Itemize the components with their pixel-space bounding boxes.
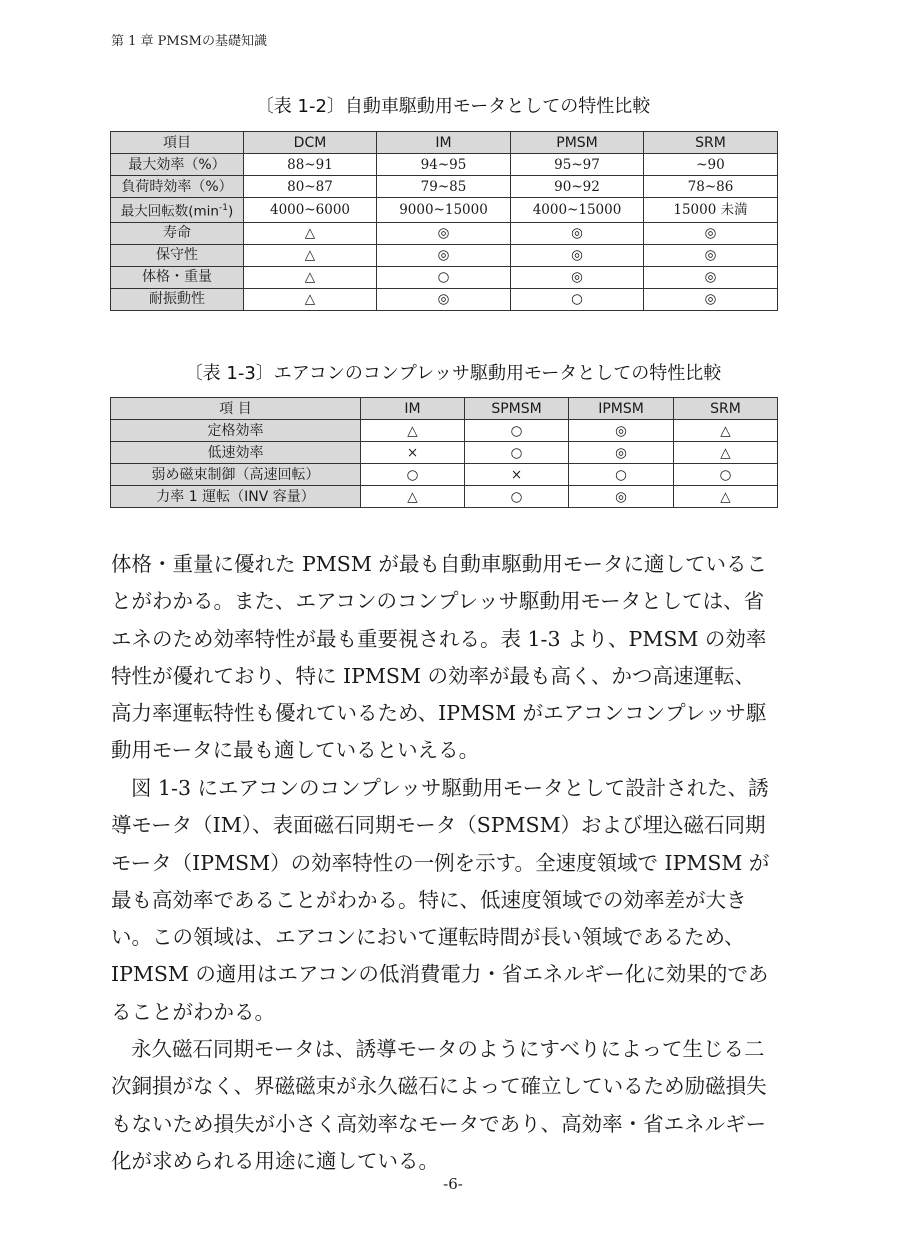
table-cell: ○ <box>569 464 674 486</box>
row-header: 力率 1 運転（INV 容量） <box>111 486 361 508</box>
table-cell: △ <box>361 420 465 442</box>
row-header-superscript: -1 <box>218 203 228 213</box>
table-cell: ~90 <box>644 154 778 176</box>
row-header: 体格・重量 <box>111 266 244 288</box>
body-paragraph-text: 図 1-3 にエアコンのコンプレッサ駆動用モータとして設計された、誘導モータ（IM）、表面磁石同期モータ（SPMSM）および埋込磁石同期モータ（IPMSM）の効率特性の一例を示す。全速度領域で IPMSM が最も高効率であることがわかる。特に、低速度領域での効率差が大きい。この領域は、エアコンにおいて運転時間が長い領域であるため、IPMSM の適用はエアコンの低消費電力・省エネルギー化に効果的であることがわかる。 <box>111 776 770 1024</box>
table-cell: ○ <box>465 442 569 464</box>
table-cell: ◎ <box>569 486 674 508</box>
table-cell: ◎ <box>644 266 778 288</box>
table-cell: 88~91 <box>244 154 377 176</box>
table-1-3 <box>110 397 778 508</box>
table-cell: ○ <box>511 288 644 310</box>
column-header: IPMSM <box>569 398 674 420</box>
column-header: DCM <box>244 132 377 154</box>
table-cell: ◎ <box>511 266 644 288</box>
table-row <box>111 222 778 244</box>
body-paragraph <box>111 1031 775 1180</box>
row-header-text: 最大回転数(min <box>120 203 219 220</box>
table-cell: 79~85 <box>377 176 511 198</box>
table-cell: 15000 未満 <box>644 198 778 223</box>
column-header: SRM <box>674 398 778 420</box>
table-1-2-caption: 〔表 1-2〕自動車駆動用モータとしての特性比較 <box>255 96 651 117</box>
column-header: IM <box>377 132 511 154</box>
table-cell: ◎ <box>644 222 778 244</box>
body-paragraph: 体格・重量に優れた PMSM が最も自動車駆動用モータに適していることがわかる。また、エアコンのコンプレッサ駆動用モータとしては、省エネのため効率特性が最も重要視される。表 1-3 より、PMSM の効率特性が優れており、特に IPMSM の効率が最も高く、かつ高速運転、高力率運転特性も優れているため、IPMSM がエアコンコンプレッサ駆動用モータに最も適しているといえる。 <box>111 552 768 763</box>
table-cell: × <box>361 442 465 464</box>
table-cell: ○ <box>465 420 569 442</box>
table-header-row <box>111 132 778 154</box>
column-header: IM <box>361 398 465 420</box>
column-header: PMSM <box>511 132 644 154</box>
table-cell: △ <box>674 442 778 464</box>
row-header: 保守性 <box>111 244 244 266</box>
row-header: 寿命 <box>111 222 244 244</box>
table-row <box>111 198 778 223</box>
table-header-row <box>111 398 778 420</box>
column-header: SPMSM <box>465 398 569 420</box>
table-cell: 80~87 <box>244 176 377 198</box>
table-cell: ◎ <box>511 244 644 266</box>
running-header: 第 1 章 PMSMの基礎知識 <box>111 34 267 49</box>
table-cell: △ <box>244 288 377 310</box>
column-header: 項 目 <box>111 398 361 420</box>
table-row <box>111 420 778 442</box>
table-cell: ○ <box>377 266 511 288</box>
table-row <box>111 266 778 288</box>
column-header: SRM <box>644 132 778 154</box>
page-number: -6- <box>443 1175 463 1193</box>
table-cell: ◎ <box>644 244 778 266</box>
row-header: 負荷時効率（%） <box>111 176 244 198</box>
table-row <box>111 464 778 486</box>
table-row <box>111 442 778 464</box>
table-cell: △ <box>244 222 377 244</box>
row-header: 弱め磁束制御（高速回転） <box>111 464 361 486</box>
column-header: 項目 <box>111 132 244 154</box>
table-1-3-caption: 〔表 1-3〕エアコンのコンプレッサ駆動用モータとしての特性比較 <box>184 363 722 384</box>
table-cell: ◎ <box>377 244 511 266</box>
table-cell: △ <box>361 486 465 508</box>
table-cell: 4000~15000 <box>511 198 644 223</box>
table-cell: 78~86 <box>644 176 778 198</box>
table-1-2 <box>110 131 778 311</box>
table-row <box>111 176 778 198</box>
table-cell: △ <box>674 420 778 442</box>
table-cell: ○ <box>674 464 778 486</box>
table-cell: △ <box>244 266 377 288</box>
table-row <box>111 244 778 266</box>
table-cell: ◎ <box>569 442 674 464</box>
table-cell: ◎ <box>511 222 644 244</box>
row-header <box>111 198 244 223</box>
table-cell: 9000~15000 <box>377 198 511 223</box>
body-paragraph <box>111 770 775 1031</box>
table-cell: ◎ <box>644 288 778 310</box>
row-header: 低速効率 <box>111 442 361 464</box>
table-cell: 90~92 <box>511 176 644 198</box>
table-cell: ○ <box>361 464 465 486</box>
table-row <box>111 486 778 508</box>
table-cell: 95~97 <box>511 154 644 176</box>
row-header: 最大効率（%） <box>111 154 244 176</box>
table-cell: ◎ <box>569 420 674 442</box>
table-cell: 4000~6000 <box>244 198 377 223</box>
body-paragraph-text: 永久磁石同期モータは、誘導モータのようにすべりによって生じる二次銅損がなく、界磁磁束が永久磁石によって確立しているため励磁損失もないため損失が小さく高効率なモータであり、高効率・省エネルギー化が求められる用途に適している。 <box>111 1037 767 1173</box>
table-cell: ○ <box>465 486 569 508</box>
row-header: 耐振動性 <box>111 288 244 310</box>
table-cell: × <box>465 464 569 486</box>
row-header-text-end: ) <box>227 203 234 220</box>
table-cell: 94~95 <box>377 154 511 176</box>
table-row <box>111 154 778 176</box>
table-cell: ◎ <box>377 288 511 310</box>
table-cell: △ <box>674 486 778 508</box>
table-cell: ◎ <box>377 222 511 244</box>
table-cell: △ <box>244 244 377 266</box>
table-row <box>111 288 778 310</box>
row-header: 定格効率 <box>111 420 361 442</box>
